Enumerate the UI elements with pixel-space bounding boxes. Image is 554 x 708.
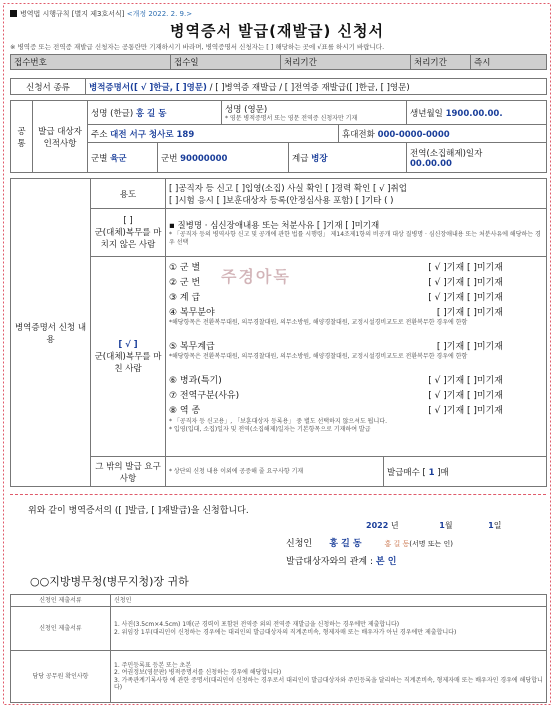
served-item[interactable] — [169, 388, 543, 403]
common-label: 공통 — [11, 101, 33, 173]
served-item[interactable] — [169, 403, 543, 418]
relation-line[interactable] — [286, 554, 396, 567]
copies-label: 발급매수 [ — [387, 467, 426, 478]
receipt-date-label: 접수일 — [171, 55, 281, 70]
served-check[interactable]: [ √ ] — [118, 339, 138, 350]
relation-label: 발급대상자와의 관계 : — [286, 557, 374, 567]
day-unit: 일 — [493, 521, 502, 530]
name-en-cell[interactable] — [222, 101, 407, 125]
rank-label: 계급 — [292, 153, 309, 164]
not-served-note: * 「공직자 등의 병역사항 신고 및 공개에 관한 법률 시행령」 제14조제1항의 비공개 대상 질병명 · 심신장애내용 또는 처분사유에 해당하는 경우 선택 — [169, 231, 541, 246]
not-served-detail — [166, 209, 547, 257]
serial-label: 군번 — [161, 153, 178, 164]
served-item-label: ⑤ 복무계급 — [169, 342, 215, 352]
applicant-value[interactable]: 홍 길 동 — [329, 539, 362, 549]
served-item[interactable] — [169, 290, 543, 305]
month-value[interactable]: 1 — [439, 521, 445, 530]
copies-value[interactable]: 1 — [428, 467, 435, 478]
revision-date: <개정 2022. 2. 9.> — [126, 10, 193, 18]
served-item-label: ③ 계 급 — [169, 293, 201, 303]
purpose-options[interactable] — [166, 179, 547, 209]
docs-header-2: 신청인 — [111, 595, 547, 607]
signature[interactable]: 홍 길 동 — [384, 540, 410, 548]
branch-value[interactable]: 육군 — [110, 153, 127, 164]
not-served-check[interactable]: [ ] — [123, 215, 133, 226]
birth-cell[interactable] — [407, 101, 547, 125]
watermark: 주경아독 — [221, 267, 291, 286]
submit-label: 신청인 제출서류 — [11, 607, 111, 651]
purpose-label: 용도 — [91, 179, 166, 209]
purpose-line-2[interactable]: [ ]시험 응시 [ ]보훈대상자 등록(안정심사용 포함) [ ]기타 ( ) — [169, 195, 394, 206]
served-item-option[interactable]: [ √ ]기재 [ ]미기재 — [428, 278, 503, 288]
serial-value[interactable]: 90000000 — [180, 153, 228, 164]
copies-cell[interactable] — [384, 457, 547, 487]
content-section-label: 병역증명서 신청 내용 — [11, 179, 91, 487]
declaration-text: 위와 같이 병역증서의 ([ ]발급, [ ]재발급)을 신청합니다. — [28, 506, 249, 516]
served-item-label: ⑥ 병과(특기) — [169, 376, 222, 386]
date-line[interactable] — [366, 520, 501, 531]
not-served-cell[interactable] — [91, 209, 166, 257]
served-note-2: * 입영(입대, 소집)일자 및 전역(소집해제)일자는 기본항목으로 기재하여 발급 — [169, 425, 371, 433]
form-page — [6, 6, 548, 704]
name-ko-label: 성명 (한글) — [91, 108, 134, 119]
check-item-1: 1. 주민등록표 등본 또는 초본 — [114, 661, 192, 669]
name-en-label: 성명 (영문) — [225, 104, 268, 115]
mobile-label: 휴대전화 — [342, 129, 375, 140]
served-item-option[interactable]: [ √ ]기재 [ ]미기재 — [428, 293, 503, 303]
discharge-cell[interactable] — [407, 143, 547, 173]
year-value[interactable]: 2022 — [366, 521, 389, 530]
address-cell[interactable] — [88, 125, 339, 143]
law-reference: 병역법 시행규칙 [별지 제3호서식] — [20, 10, 125, 18]
check-label: 담당 공무원 확인사항 — [11, 651, 111, 703]
other-label: 그 밖의 발급 요구사항 — [91, 457, 166, 487]
discharge-label: 전역(소집해제)일자 — [410, 148, 483, 159]
applicant-label: 신청인 — [286, 539, 313, 549]
submit-item-2: 2. 위임장 1부(대리인이 신청하는 경우에는 대리인의 발급대상자의 직계존비속, 형제자매 또는 배우자가 아닌 경우에만 제출합니다) — [114, 628, 457, 636]
served-item-option[interactable]: [ √ ]기재 [ ]미기재 — [428, 391, 503, 401]
square-icon — [10, 10, 17, 17]
check-items — [111, 651, 547, 703]
submit-item-1: 1. 사진(3.5cm×4.5cm) 1매(군 경력이 포함된 전역증 외의 전역증 재발급을 신청하는 경우에만 제출합니다) — [114, 621, 400, 628]
type-option-discharge-id[interactable]: / [ ]전역증 재발급([ ]한글, [ ]영문) — [279, 82, 410, 93]
served-item-option[interactable]: [ √ ]기재 [ ]미기재 — [428, 406, 503, 416]
rank-value[interactable]: 병장 — [311, 153, 328, 164]
type-label: 신청서 종류 — [11, 79, 86, 95]
common-table — [10, 100, 547, 173]
not-served-item: ▪ 질병명 · 심신장애내용 또는 처분사유 — [169, 221, 315, 231]
type-options[interactable] — [86, 79, 547, 95]
birth-value[interactable]: 1900.00.00. — [445, 108, 503, 119]
purpose-line-1[interactable]: [ ]공직자 등 신고 [ ]입영(소집) 사실 확인 [ ]경력 확인 [ √ ]취업 — [169, 183, 407, 194]
check-item-3: 3. 가족관계기록사항 에 관한 증명서(대리인이 신청하는 경우로서 대리인이 발급대상자와 주민등록을 달리하는 직계존비속, 형제자매 또는 배우자인 경우에 해당합니다) — [114, 676, 543, 691]
mobile-cell[interactable] — [339, 125, 547, 143]
birth-label: 생년월일 — [410, 108, 443, 119]
check-item-2: 2. 여권정보(영문판) 병적증명서를 신청하는 경우에 해당합니다) — [114, 669, 282, 676]
served-note-1: * 「공직자 등 신고용」, 「보훈대상자 등록용」 중 별도 선택하지 않으셔도 됩니다. — [169, 418, 387, 425]
receipt-table — [10, 54, 547, 70]
not-served-label: 군(대체)복무를 마치지 않은 사람 — [94, 227, 162, 250]
relation-value[interactable]: 본 인 — [375, 557, 397, 567]
served-item[interactable] — [169, 373, 543, 388]
docs-table — [10, 594, 547, 703]
served-label: 군(대체)복무를 마친 사람 — [94, 351, 162, 374]
served-item-label: ④ 복무분야 — [169, 308, 215, 318]
receipt-no-label: 접수번호 — [11, 55, 171, 70]
addressee: ○○지방병무청(병무지청)장 귀하 — [30, 575, 189, 588]
type-table — [10, 78, 547, 95]
served-item-option[interactable]: [ √ ]기재 [ ]미기재 — [428, 376, 503, 386]
submit-items — [111, 607, 547, 651]
target-label: 발급 대상자 인적사항 — [33, 101, 88, 173]
docs-header-1: 신청인 제출서류 — [11, 595, 111, 607]
address-value[interactable]: 대전 서구 청사로 189 — [110, 129, 195, 140]
discharge-value[interactable]: 00.00.00 — [410, 158, 452, 169]
name-en-note: * 영문 병적증명서 또는 영문 전역증 신청자만 기재 — [225, 114, 358, 122]
served-item-label: ⑦ 전역구분(사유) — [169, 391, 240, 401]
other-note[interactable]: * 상단의 신청 내용 이외에 공증해 줄 요구사항 기재 — [166, 457, 384, 487]
field-note: *해당항목은 전환복무대원, 의무경찰대원, 의무소방원, 해양경찰대원, 교정시설경비교도로 전환복무한 경우에 한함 — [169, 353, 468, 360]
served-item-label: ② 군 번 — [169, 278, 201, 288]
field-note: *해당항목은 전환복무대원, 의무경찰대원, 의무소방원, 해양경찰대원, 교정시설경비교도로 전환복무한 경우에 한함 — [169, 319, 468, 326]
rank-cell[interactable] — [289, 143, 407, 173]
year-unit: 년 — [390, 521, 399, 530]
form-notice: ※ 병역증 또는 전역증 재발급 신청자는 공통란만 기재하시기 바라며, 병역증명서 신청자는 [ ] 해당하는 곳에 √표를 하시기 바랍니다. — [10, 43, 385, 51]
served-item-option[interactable]: [ ]기재 [ ]미기재 — [436, 308, 503, 318]
name-ko-value[interactable]: 홍 길 동 — [135, 108, 167, 119]
copies-unit: ]매 — [437, 467, 449, 478]
signature-note: (서명 또는 인) — [409, 540, 453, 548]
divider — [10, 494, 546, 495]
served-item-label: ① 군 별 — [169, 263, 201, 273]
applicant-line[interactable] — [286, 536, 453, 549]
content-table — [10, 178, 547, 487]
served-item-option[interactable]: [ ]기재 [ ]미기재 — [436, 342, 503, 352]
branch-label: 군별 — [91, 153, 108, 164]
address-label: 주소 — [91, 129, 108, 140]
served-item-option[interactable]: [ √ ]기재 [ ]미기재 — [428, 263, 503, 273]
period-value: 즉시 — [471, 55, 547, 70]
mobile-value[interactable]: 000-0000-0000 — [377, 129, 450, 140]
month-unit: 월 — [444, 521, 453, 530]
served-item-label: ⑧ 역 종 — [169, 406, 201, 416]
period-label-2: 처리기간 — [411, 55, 471, 70]
period-label: 처리기간 — [281, 55, 411, 70]
type-option-military-id[interactable]: / [ ]병역증 재발급 — [209, 82, 277, 93]
form-title: 병역증서 발급(재발급) 신청서 — [169, 22, 385, 40]
not-served-item-row[interactable] — [169, 219, 543, 231]
form-header — [10, 9, 192, 19]
served-cell[interactable] — [91, 257, 166, 457]
not-served-option[interactable]: [ ]기재 [ ]미기재 — [316, 221, 380, 231]
name-ko-cell[interactable] — [88, 101, 222, 125]
branch-cell[interactable] — [88, 143, 158, 173]
serial-cell[interactable] — [158, 143, 289, 173]
type-option-cert[interactable]: 병적증명서([ √ ]한글, [ ]영문) — [89, 82, 207, 93]
day-value[interactable]: 1 — [488, 521, 494, 530]
